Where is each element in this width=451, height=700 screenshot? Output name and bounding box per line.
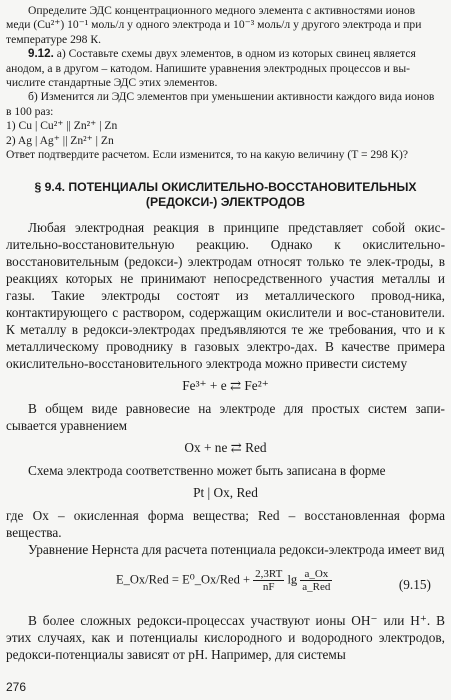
problem-text: меди (Cu²⁺) 10⁻¹ моль/л у одного электрода и 10⁻³ моль/л у другого электрода и при [6, 18, 422, 32]
problem-text: а) Составьте схемы двух элементов, в одном из которых свинец является [53, 47, 416, 61]
equation-lhs: E_Ox/Red = E⁰_Ox/Red + [116, 572, 254, 587]
problem-text: анодом, а в другом – катодом. Напишите уравнения электродных процессов и вы- [6, 61, 411, 75]
fraction-denominator: nF [262, 581, 275, 594]
page-number: 276 [6, 680, 27, 694]
problem-text: в 100 раз: [6, 104, 54, 118]
fraction-rt-nf [253, 568, 284, 593]
page-content [6, 4, 445, 663]
fraction-activities [300, 568, 332, 593]
section-heading [6, 180, 445, 210]
paragraph: Схема электрода соответственно может быть записана в форме [28, 463, 386, 479]
section-heading-line: § 9.4. ПОТЕНЦИАЛЫ ОКИСЛИТЕЛЬНО-ВОССТАНОВИТЕЛЬНЫХ [34, 180, 417, 195]
paragraph: В общем виде равновесие на электроде для простых систем запи-сывается уравнением [6, 401, 445, 434]
problem-9-12 [6, 47, 445, 61]
formula-fe: Fe³⁺ + e ⇄ Fe²⁺ [182, 378, 269, 394]
formula-electrode-scheme: Pt | Ox, Red [193, 485, 258, 501]
body-text [6, 219, 445, 663]
cell-scheme-1: 1) Cu | Cu²⁺ || Zn²⁺ | Zn [6, 119, 118, 133]
section-heading-line: (РЕДОКСИ-) ЭЛЕКТРОДОВ [145, 195, 306, 210]
problem-text: Определите ЭДС концентрационного медного элемента с активностями ионов [28, 4, 416, 17]
paragraph: где Ox – окисленная форма вещества; Red – восстановленная форма вещества. [6, 508, 445, 541]
fraction-numerator: 2,3RT [255, 568, 283, 581]
problems-block [6, 4, 445, 162]
nernst-equation [6, 564, 445, 604]
fraction-denominator: a_Red [302, 581, 331, 594]
log-symbol: lg [287, 572, 301, 587]
paragraph: Любая электродная реакция в принципе представляет собой окис-лительно-восстановительную реакцию. Однако к окислительно-восстановительным (редокси-) электродам относят только те элек-троды, в реакциях которых не принимают непосредственного участия металлы и газы. Такие электроды состоят из металлического провод-ника, контактирующего с раствором, содержащим окислители и вос-становители. К металлу в редокси-электродах предъявляются те же требования, что и к металлическому проводнику в газовых электро-дах. В качестве примера окислительно-восстановительного электрода можно привести систему [6, 220, 445, 372]
formula-ox-red: Ox + ne ⇄ Red [184, 440, 267, 456]
fraction-numerator: a_Ox [300, 568, 332, 581]
cell-scheme-2: 2) Ag | Ag⁺ || Zn²⁺ | Zn [6, 133, 114, 147]
paragraph: В более сложных редокси-процессах участвуют ионы OH⁻ или H⁺. В этих случаях, как и потенциалы кислородного и водородного электродов, редокси-потенциалы зависят от pH. Например, для системы [6, 613, 445, 663]
problem-number: 9.12. [28, 47, 54, 61]
nernst-formula [116, 568, 332, 593]
equation-number: (9.15) [398, 577, 431, 593]
problem-text: Ответ подтвердите расчетом. Если изменится, то на какую величину (T = 298 K)? [6, 148, 409, 162]
paragraph: Уравнение Нернста для расчета потенциала редокси-электрода имеет вид [28, 542, 445, 558]
problem-text: б) Изменится ли ЭДС элементов при уменьшении активности каждого вида ионов [28, 90, 435, 104]
problem-text: числите стандартные ЭДС этих элементов. [6, 76, 218, 90]
problem-text: температуре 298 К. [6, 32, 102, 46]
